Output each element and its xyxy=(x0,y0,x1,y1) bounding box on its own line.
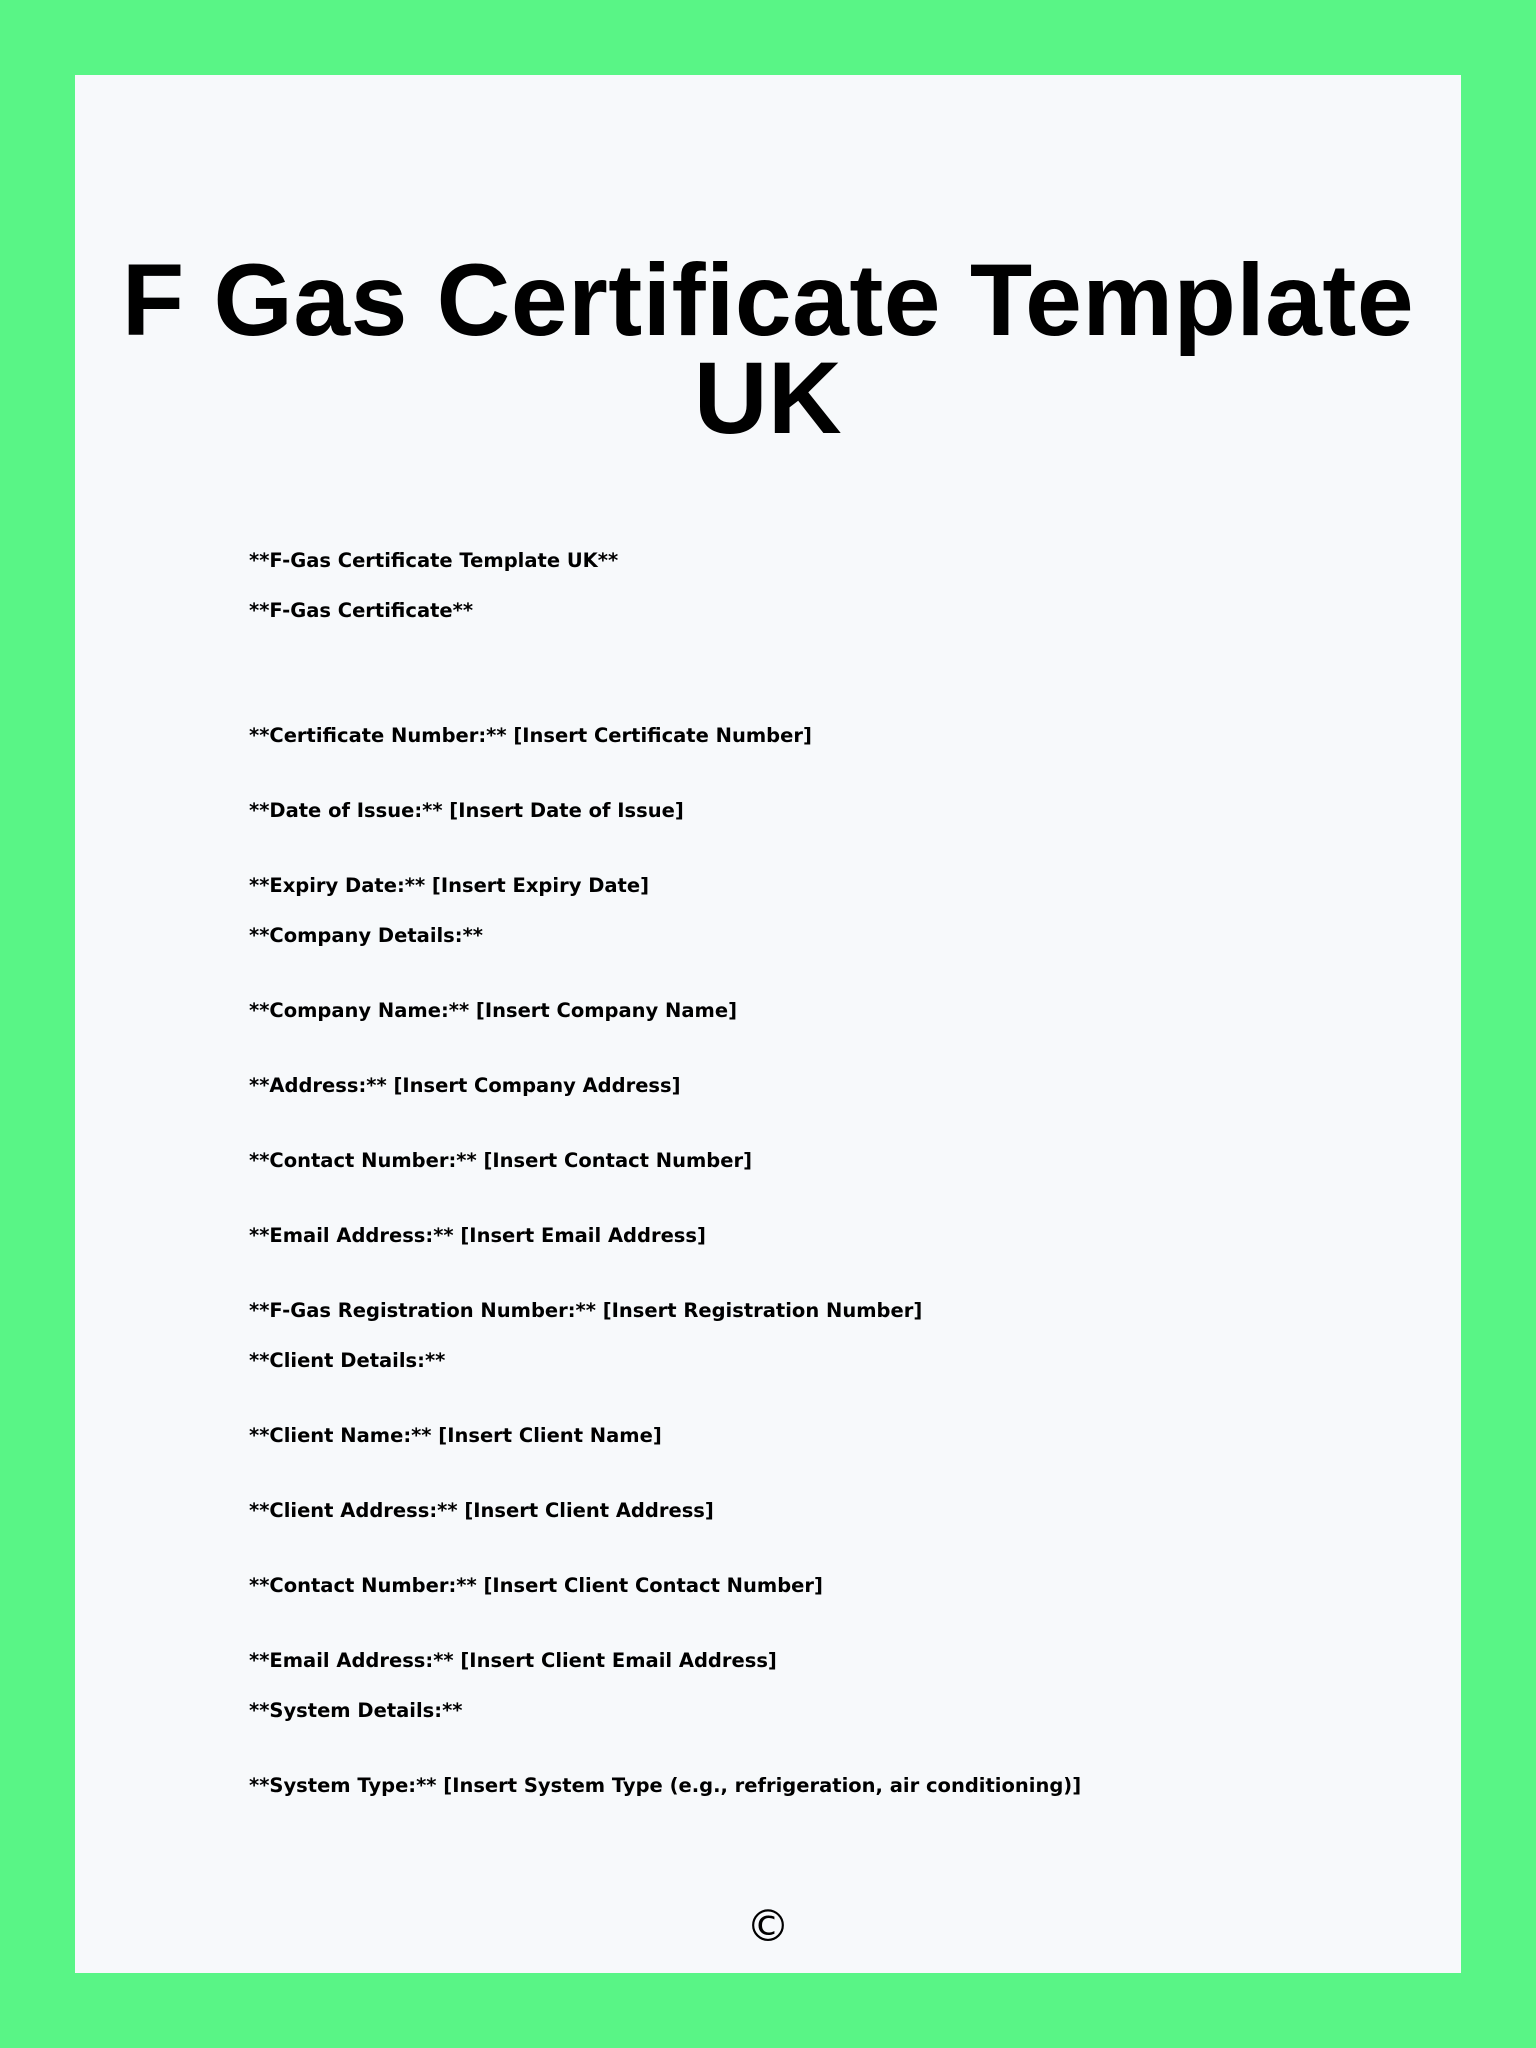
client-details-heading: **Client Details:** xyxy=(249,1349,446,1372)
client-address-line: **Client Address:** [Insert Client Address] xyxy=(249,1499,714,1522)
client-contact-line: **Contact Number:** [Insert Client Contact Number] xyxy=(249,1574,823,1597)
subheading-line: **F-Gas Certificate** xyxy=(249,599,474,622)
company-details-heading: **Company Details:** xyxy=(249,924,483,947)
system-type-line: **System Type:** [Insert System Type (e.g., refrigeration, air conditioning)] xyxy=(249,1774,1082,1797)
heading-line: **F-Gas Certificate Template UK** xyxy=(249,549,619,572)
company-email-line: **Email Address:** [Insert Email Address] xyxy=(249,1224,706,1247)
certificate-number-line: **Certificate Number:** [Insert Certificate Number] xyxy=(249,724,812,747)
company-address-line: **Address:** [Insert Company Address] xyxy=(249,1074,681,1097)
expiry-date-line: **Expiry Date:** [Insert Expiry Date] xyxy=(249,874,649,897)
company-name-line: **Company Name:** [Insert Company Name] xyxy=(249,999,737,1022)
client-name-line: **Client Name:** [Insert Client Name] xyxy=(249,1424,662,1447)
fgas-registration-line: **F-Gas Registration Number:** [Insert Registration Number] xyxy=(249,1299,923,1322)
client-email-line: **Email Address:** [Insert Client Email Address] xyxy=(249,1649,777,1672)
date-of-issue-line: **Date of Issue:** [Insert Date of Issue] xyxy=(249,799,684,822)
copyright-icon: © xyxy=(746,1901,790,1952)
system-details-heading: **System Details:** xyxy=(249,1699,463,1722)
company-contact-line: **Contact Number:** [Insert Contact Number] xyxy=(249,1149,753,1172)
document-page xyxy=(75,75,1461,1973)
document-title: F Gas Certificate Template UK xyxy=(121,243,1415,455)
